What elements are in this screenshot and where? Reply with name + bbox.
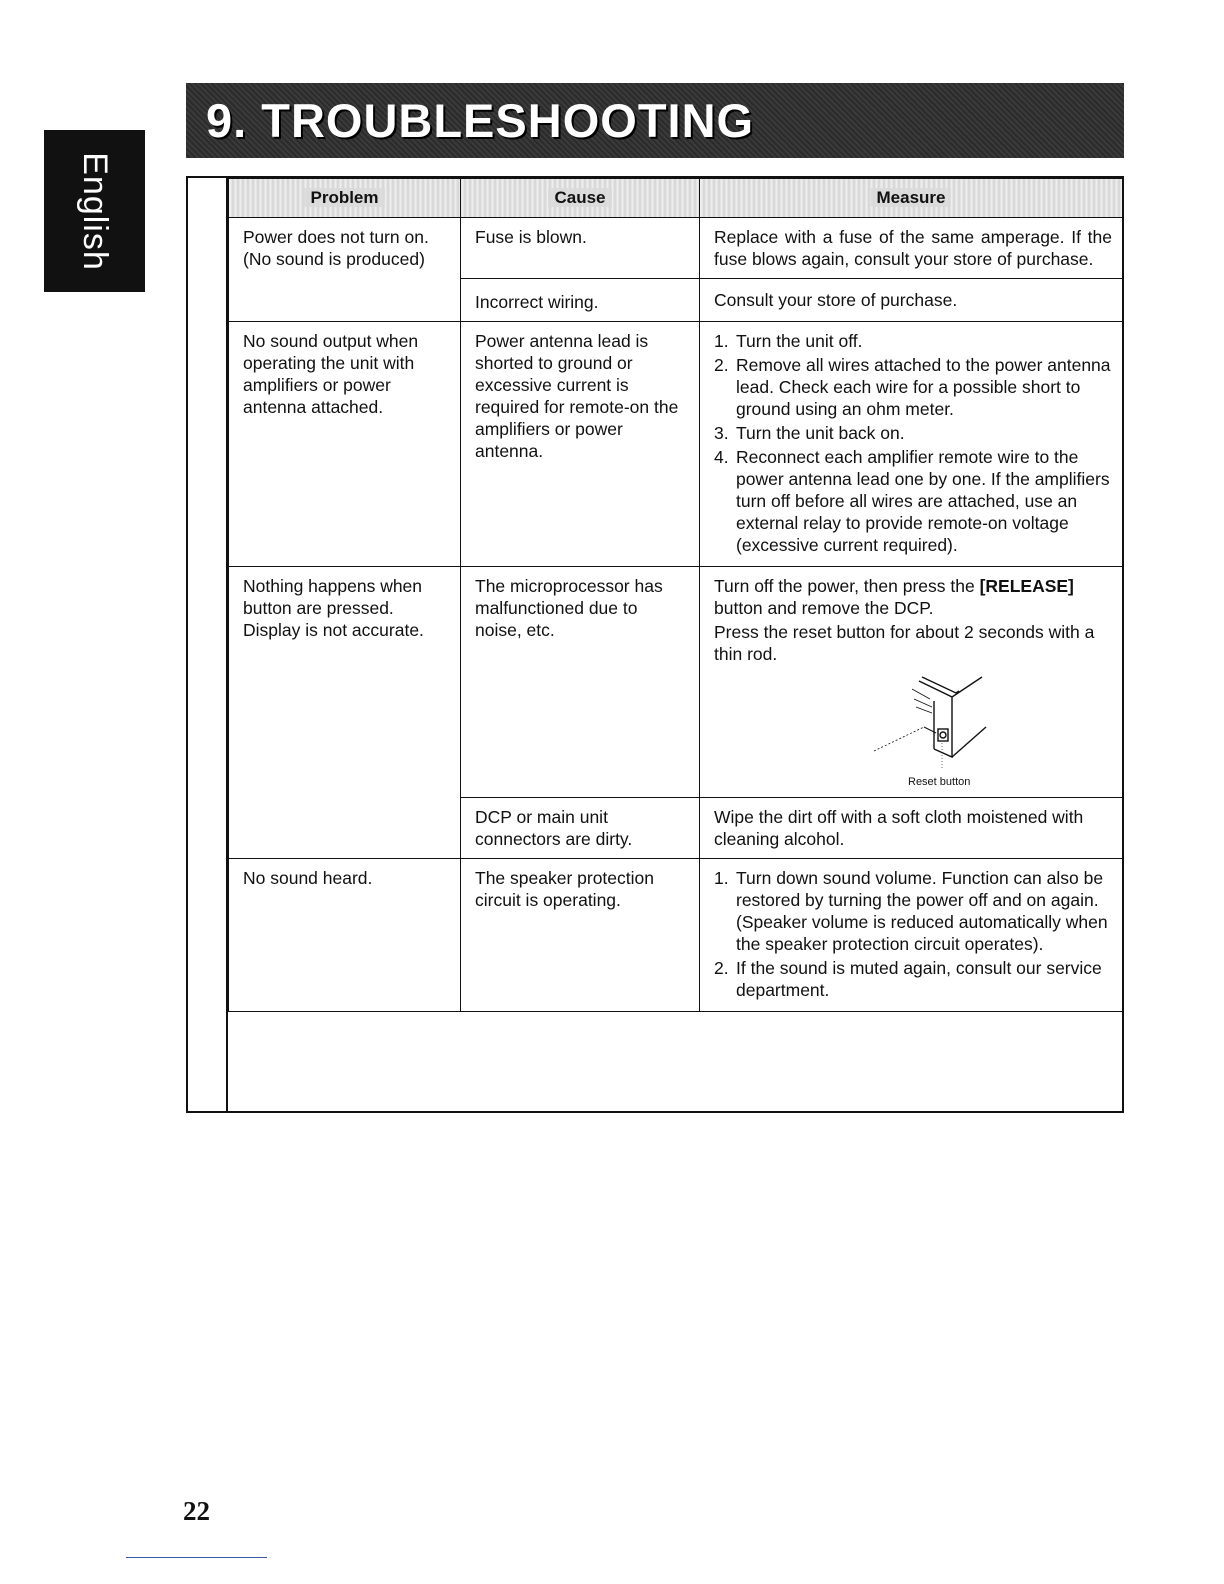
problem-cell: Nothing happens when button are pressed. Display is not accurate. bbox=[229, 567, 461, 859]
troubleshooting-table bbox=[228, 178, 1123, 1012]
problem-cell: No sound heard. bbox=[229, 859, 461, 1012]
list-item: 4. Reconnect each amplifier remote wire to the power antenna lead one by one. If the amplifiers turn off before all wires are attached, use an external relay to provide remote-on voltage (excessive current required). bbox=[714, 447, 1110, 555]
table-row bbox=[229, 859, 1123, 1012]
release-key-label: [RELEASE] bbox=[979, 576, 1074, 596]
illustration-caption: Reset button bbox=[908, 776, 971, 788]
list-item: 2. If the sound is muted again, consult our service department. bbox=[714, 958, 1102, 1000]
page-number: 22 bbox=[183, 1496, 210, 1526]
cause-cell: Power antenna lead is shorted to ground or excessive current is required for remote-on the amplifiers or power antenna. bbox=[461, 322, 700, 567]
measure-cell: Turn off the power, then press the [RELEASE] button and remove the DCP. Press the reset button for about 2 seconds with a thin rod. Reset button bbox=[700, 567, 1123, 798]
list-item: 1. Turn the unit off. bbox=[714, 331, 863, 351]
language-tab bbox=[44, 130, 145, 292]
cause-cell: Fuse is blown. bbox=[461, 218, 700, 279]
header-measure: Measure bbox=[700, 179, 1123, 218]
page-title: 9. TROUBLESHOOTING bbox=[206, 94, 755, 147]
cause-cell: DCP or main unit connectors are dirty. bbox=[461, 798, 700, 859]
table-header-row bbox=[229, 179, 1123, 218]
list-item: 1. Turn down sound volume. Function can also be restored by turning the power off and on again. (Speaker volume is reduced automatically when the speaker protection circuit operates). bbox=[714, 868, 1108, 954]
measure-cell: Replace with a fuse of the same amperage. If the fuse blows again, consult your store of purchase. bbox=[700, 218, 1123, 279]
list-item: 3. Turn the unit back on. bbox=[714, 423, 905, 443]
list-item: 2. Remove all wires attached to the power antenna lead. Check each wire for a possible short to ground using an ohm meter. bbox=[714, 355, 1111, 419]
unit-reset-icon bbox=[864, 669, 1024, 774]
footer-rule bbox=[126, 1557, 267, 1558]
table-row bbox=[229, 218, 1123, 279]
reset-button-illustration bbox=[714, 669, 1112, 789]
measure-steps bbox=[714, 867, 1112, 1001]
problem-cell: Power does not turn on. (No sound is produced) bbox=[229, 218, 461, 322]
measure-steps bbox=[714, 330, 1112, 556]
problem-cell: No sound output when operating the unit with amplifiers or power antenna attached. bbox=[229, 322, 461, 567]
cause-cell: Incorrect wiring. bbox=[461, 279, 700, 322]
measure-cell bbox=[700, 322, 1123, 567]
troubleshooting-table-frame bbox=[186, 176, 1124, 1113]
table-row bbox=[229, 322, 1123, 567]
measure-cell: Wipe the dirt off with a soft cloth moistened with cleaning alcohol. bbox=[700, 798, 1123, 859]
language-tab-label: English bbox=[76, 151, 115, 271]
cause-cell: The microprocessor has malfunctioned due to noise, etc. bbox=[461, 567, 700, 798]
measure-cell: Consult your store of purchase. bbox=[700, 279, 1123, 322]
measure-cell bbox=[700, 859, 1123, 1012]
table-left-strip bbox=[188, 178, 228, 1111]
cause-cell: The speaker protection circuit is operating. bbox=[461, 859, 700, 1012]
section-title-bar bbox=[186, 83, 1124, 158]
header-cause: Cause bbox=[461, 179, 700, 218]
table-row bbox=[229, 567, 1123, 798]
header-problem: Problem bbox=[229, 179, 461, 218]
